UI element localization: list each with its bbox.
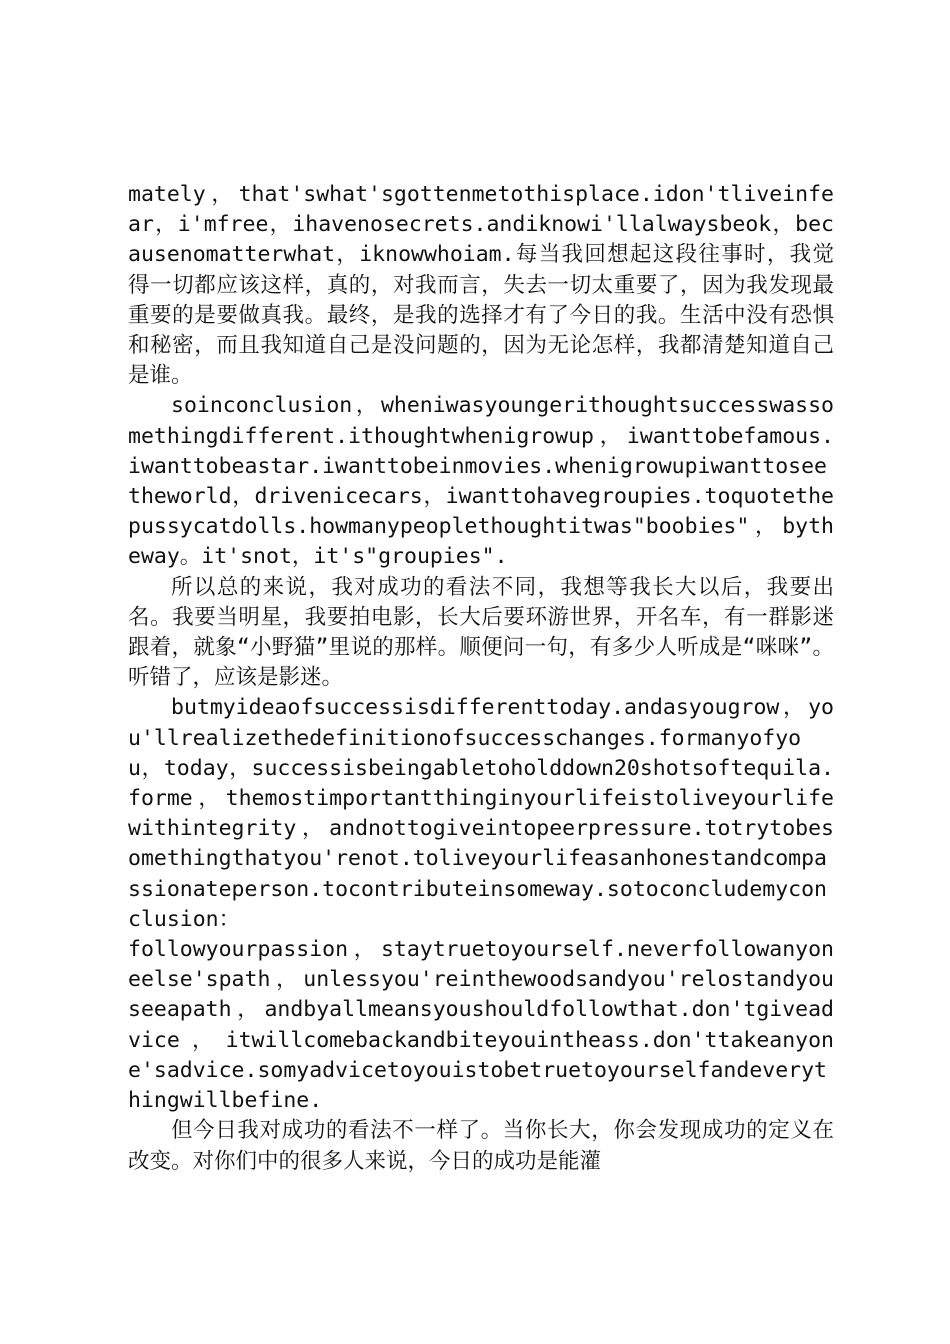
paragraph-6: 但今日我对成功的看法不一样了。当你长大，你会发现成功的定义在改变。对你们中的很多人来说，今日的成功是能灌 <box>128 1118 834 1174</box>
document-page <box>128 180 834 1177</box>
paragraph-4: butmyideaofsuccessisdifferenttoday.andasyougrow，you'llrealizethedefinitionofsuccesschanges.formanyofyou，today，successisbeingabletoholddown20shotsoftequila.forme，themostimportantthinginyourlifeistoliveyourlifewithintegrity，andnottogiveintopeerpressure.totrytobesomethingthatyou'renot.toliveyourlifeasanhonestandcompassionateperson.tocontributeinsomeway.sotoconcludemyconclusion： <box>128 695 834 932</box>
paragraph-1: mately，that'swhat'sgottenmetothisplace.idon'tliveinfear，i'mfree，ihavenosecrets.andiknowi'llalwaysbeok，becausenomatterwhat，iknowwhoiam.每当我回想起这段往事时，我觉得一切都应该这样，真的，对我而言，失去一切太重要了，因为我发现最重要的是要做真我。最终，是我的选择才有了今日的我。生活中没有恐惧和秘密，而且我知道自己是没问题的，因为无论怎样，我都清楚知道自己是谁。 <box>128 182 834 389</box>
paragraph-3: 所以总的来说，我对成功的看法不同，我想等我长大以后，我要出名。我要当明星，我要拍电影，长大后要环游世界，开名车，有一群影迷跟着，就象“小野猫”里说的那样。顺便问一句，有多少人听成是“咪咪”。听错了，应该是影迷。 <box>128 574 834 691</box>
paragraph-2: soinconclusion，wheniwasyoungerithoughtsuccesswassomethingdifferent.ithoughtwhenigrowup，iwanttobefamous.iwanttobeastar.iwanttobeinmovies.whenigrowupiwanttoseetheworld，drivenicecars，iwanttohavegroupies.toquotethepussycatdolls.howmanypeoplethoughtitwas"boobies"，bytheway。it'snot，it's"groupies". <box>128 393 834 570</box>
paragraph-5: followyourpassion，staytruetoyourself.neverfollowanyoneelse'spath，unlessyou'reinthewoodsandyou'relostandyouseeapath，andbyallmeansyoushouldfollowthat.don'tgiveadvice，itwillcomebackandbiteyouintheass.don'ttakeanyone'sadvice.somyadvicetoyouistobetruetoyourselfandeverythingwillbefine. <box>128 937 834 1114</box>
